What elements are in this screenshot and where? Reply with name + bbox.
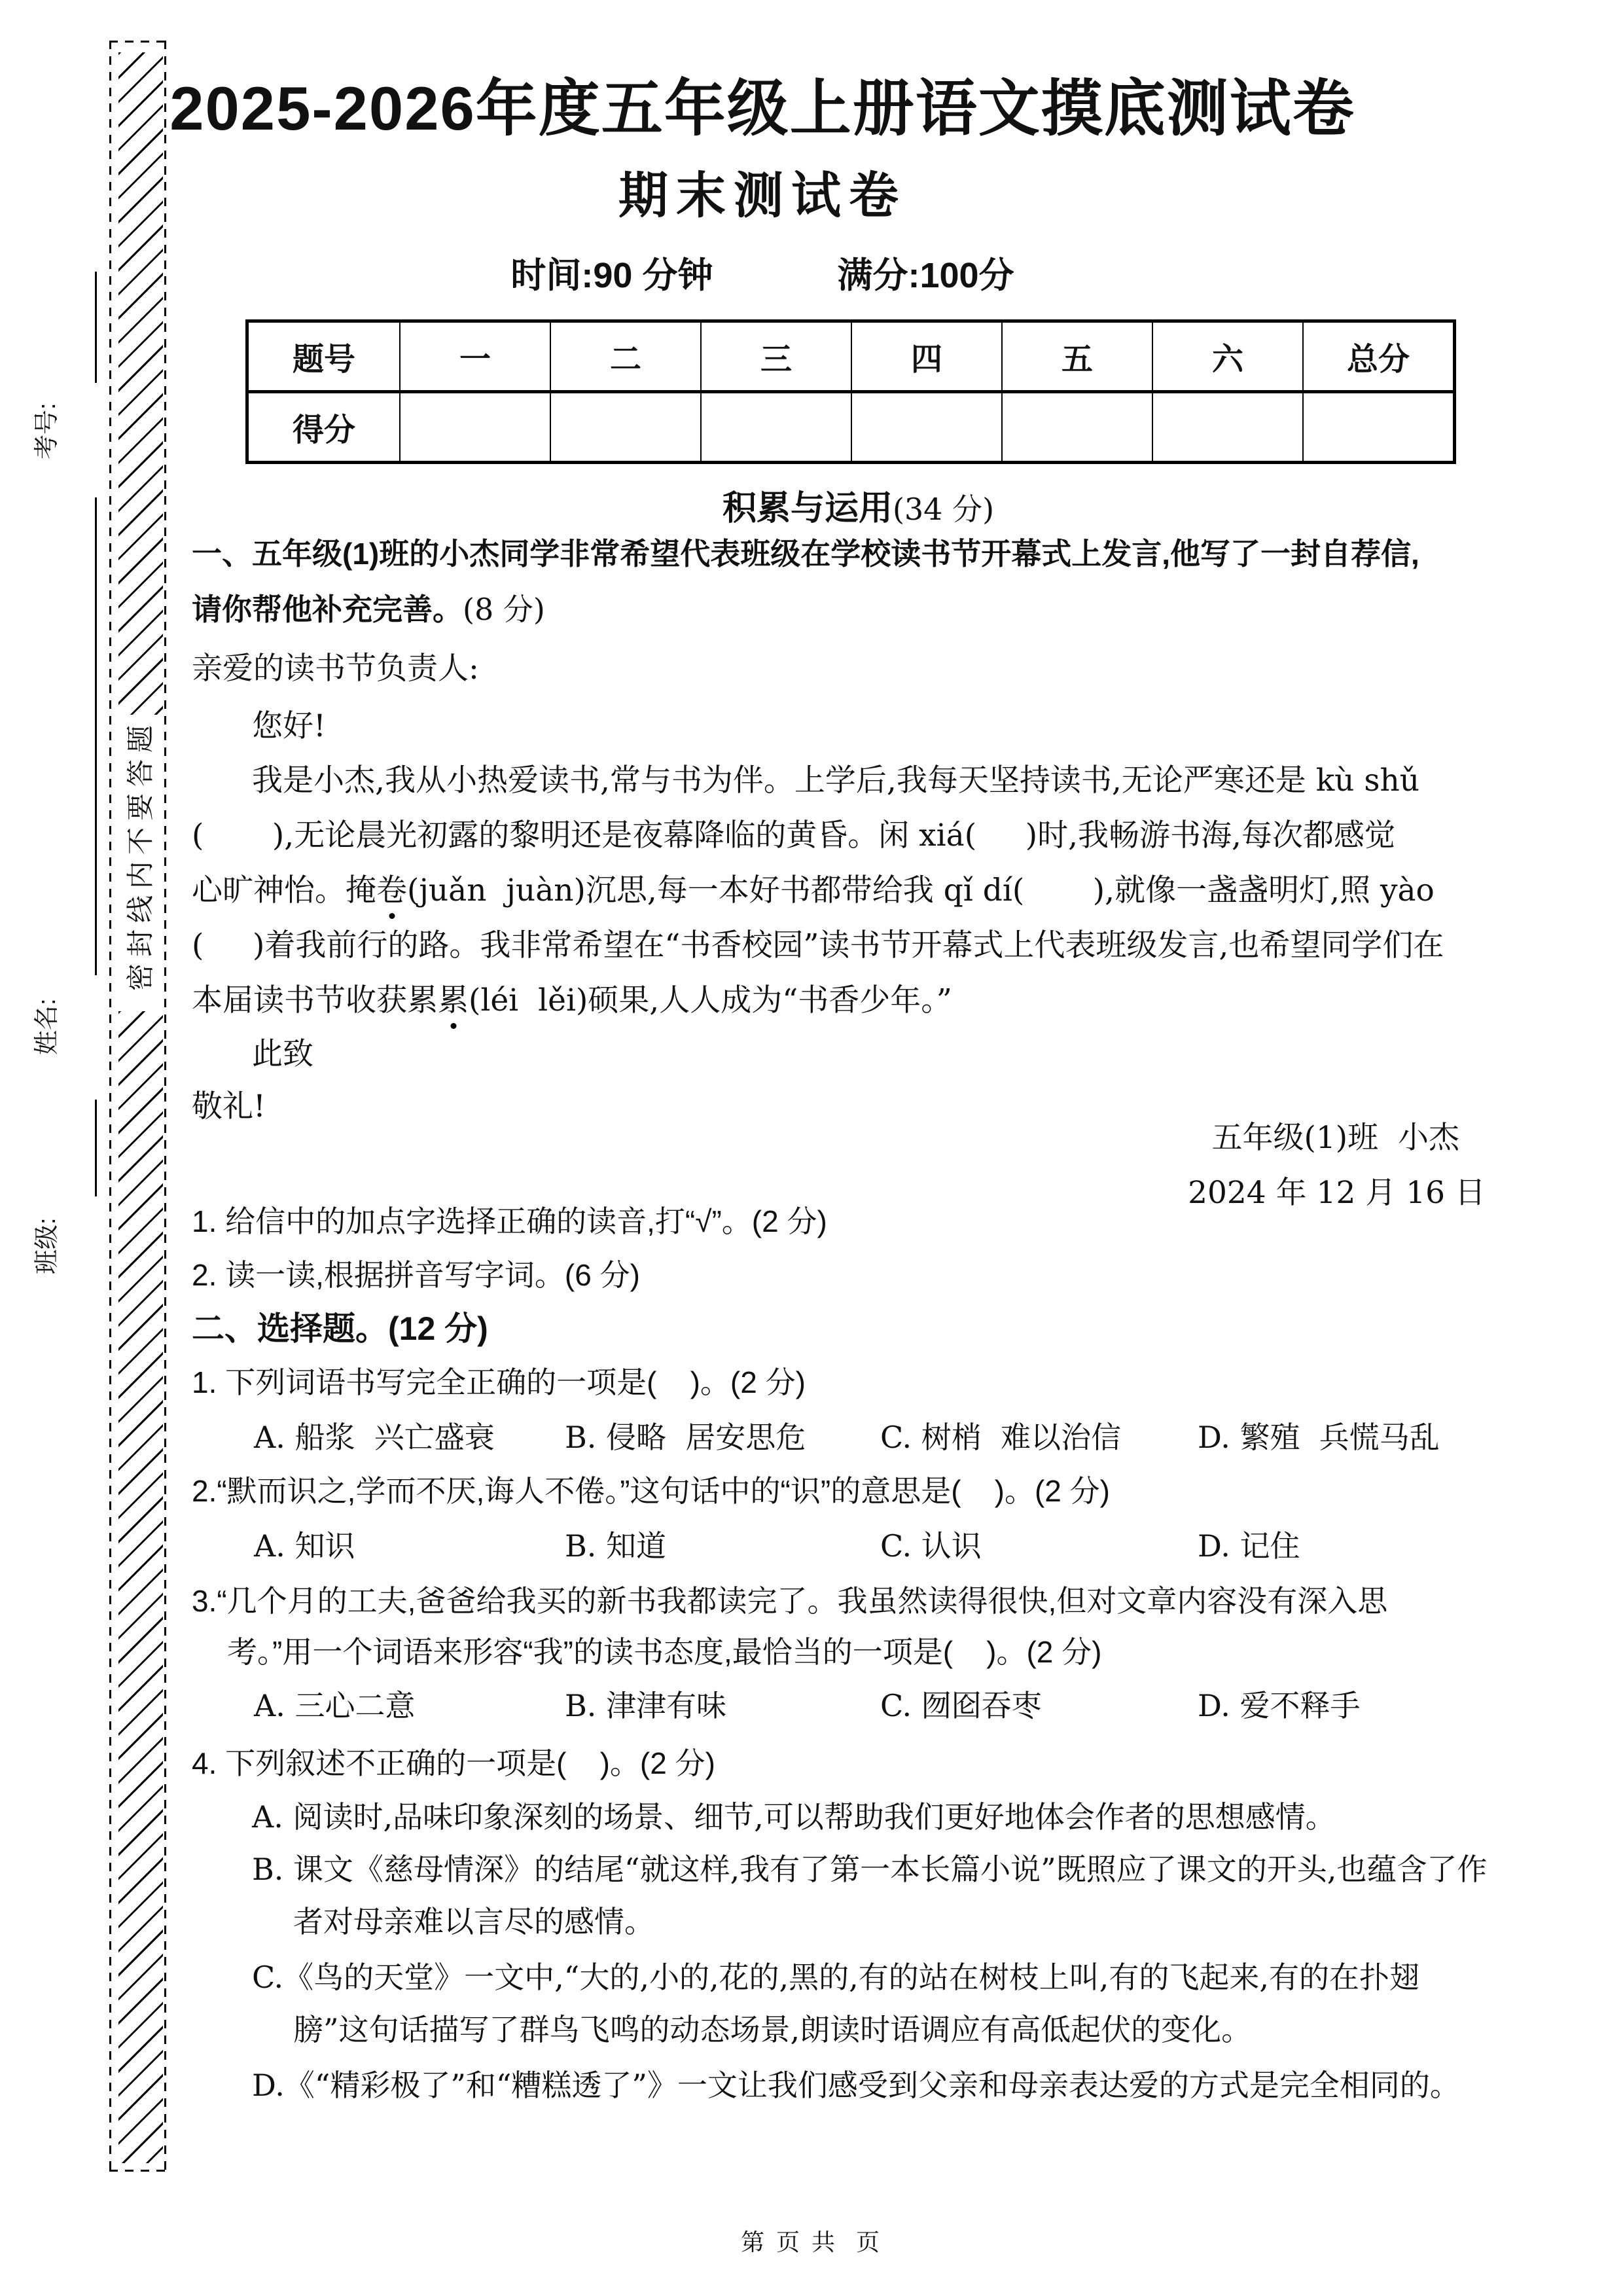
letter-line: 您好! — [252, 708, 326, 744]
letter-greeting: 亲爱的读书节负责人: — [192, 651, 479, 687]
score-table-header-cell: 一 — [399, 323, 550, 390]
score-table-header-cell: 六 — [1152, 323, 1302, 390]
option-d: D. 爱不释手 — [1198, 1688, 1361, 1723]
option-c: C. 囫囵吞枣 — [880, 1688, 1042, 1723]
option-b-line2: 者对母亲难以言尽的感情。 — [293, 1904, 654, 1939]
exam-number-label: 考号: — [33, 403, 61, 459]
letter-closing: 此致 — [252, 1036, 313, 1072]
seal-hatch-top — [118, 52, 163, 715]
score-cell-empty — [851, 390, 1001, 461]
option-row — [254, 1529, 1524, 1568]
option-c: C. 认识 — [880, 1528, 982, 1564]
score-table-header-cell: 五 — [1001, 323, 1152, 390]
score-table-header-cell: 三 — [700, 323, 851, 390]
score-cell-empty — [550, 390, 700, 461]
time-limit: 时间:90 分钟 — [510, 256, 713, 295]
option-a-line: A. 阅读时,品味印象深刻的场景、细节,可以帮助我们更好地体会作者的思想感情。 — [252, 1799, 1336, 1835]
seal-dashed-line-inner — [109, 41, 111, 2172]
score-row-label: 得分 — [249, 390, 399, 461]
letter-line: 本届读书节收获累累(léi lěi)硕果,人人成为“书香少年。” — [192, 982, 952, 1018]
question-stem-cont: 考。”用一个词语来形容“我”的读书态度,最恰当的一项是( )。(2 分) — [227, 1635, 1102, 1669]
score-cell-empty — [700, 390, 851, 461]
question-stem: 2.“默而识之,学而不厌,诲人不倦。”这句话中的“识”的意思是( )。(2 分) — [192, 1474, 1110, 1508]
section1-heading: 积累与运用(34 分) — [722, 490, 995, 528]
name-label: 姓名: — [33, 998, 61, 1055]
seal-dashed-top — [109, 41, 166, 43]
letter-line: 心旷神怡。掩卷(juǎn juàn)沉思,每一本好书都带给我 qǐ dí( ),就像一盏盏明灯,照 yào — [192, 872, 1435, 908]
q1-intro-line1: 一、五年级(1)班的小杰同学非常希望代表班级在学校读书节开幕式上发言,他写了一封自荐信, — [192, 537, 1419, 571]
exam-number-fill-line — [95, 272, 97, 383]
q1-intro-line2: 请你帮他补充完善。(8 分) — [192, 592, 545, 627]
option-c-line1: C.《鸟的天堂》一文中,“大的,小的,花的,黑的,有的站在树枝上叫,有的飞起来,有的在扑翅 — [252, 1960, 1420, 1995]
letter-salute: 敬礼! — [192, 1088, 266, 1124]
score-table — [245, 319, 1456, 464]
class-fill-line — [95, 1100, 97, 1196]
option-b: B. 津津有味 — [565, 1688, 727, 1723]
section2-heading: 二、选择题。(12 分) — [192, 1310, 488, 1347]
option-b: B. 知道 — [565, 1528, 667, 1564]
seal-hatch-bottom — [118, 1011, 163, 2163]
page-title: 2025-2026年度五年级上册语文摸底测试卷 — [169, 74, 1355, 143]
class-label: 班级: — [33, 1217, 61, 1274]
letter-signer: 五年级(1)班 小杰 — [1211, 1120, 1459, 1156]
page-number-footer: 第 页 共 页 — [740, 2229, 882, 2255]
subquestion-1: 1. 给信中的加点字选择正确的读音,打“√”。(2 分) — [192, 1204, 827, 1238]
letter-date: 2024 年 12 月 16 日 — [1188, 1175, 1486, 1211]
option-row — [254, 1689, 1524, 1728]
score-cell-empty — [1302, 390, 1453, 461]
emphasis-dot-char: 卷 — [376, 872, 407, 908]
option-c: C. 树梢 难以治信 — [880, 1420, 1122, 1455]
letter-line: ( ),无论晨光初露的黎明还是夜幕降临的黄昏。闲 xiá( )时,我畅游书海,每次都感觉 — [192, 817, 1395, 853]
score-table-header-cell: 四 — [851, 323, 1001, 390]
exam-meta-row — [98, 255, 1427, 296]
option-d: D. 记住 — [1198, 1528, 1300, 1564]
subquestion-2: 2. 读一读,根据拼音写字词。(6 分) — [192, 1258, 640, 1292]
question-stem: 4. 下列叙述不正确的一项是( )。(2 分) — [192, 1746, 715, 1780]
option-a: A. 知识 — [254, 1528, 355, 1564]
question-stem: 1. 下列词语书写完全正确的一项是( )。(2 分) — [192, 1365, 806, 1399]
question-stem: 3.“几个月的工夫,爸爸给我买的新书我都读完了。我虽然读得很快,但对文章内容没有深入思 — [192, 1584, 1388, 1618]
option-b: B. 侵略 居安思危 — [565, 1420, 806, 1455]
score-table-header-cell: 题号 — [292, 342, 355, 377]
full-score: 满分:100分 — [837, 256, 1014, 295]
option-row — [254, 1420, 1524, 1460]
seal-dashed-line-outer — [164, 41, 166, 2172]
score-cell-empty — [399, 390, 550, 461]
option-b-line1: B. 课文《慈母情深》的结尾“就这样,我有了第一本长篇小说”既照应了课文的开头,也蕴含了作 — [252, 1852, 1488, 1887]
option-c-line2: 膀”这句话描写了群鸟飞鸣的动态场景,朗读时语调应有高低起伏的变化。 — [293, 2012, 1252, 2047]
score-cell-empty — [1152, 390, 1302, 461]
emphasis-dot-char: 累 — [438, 982, 469, 1018]
name-fill-line — [95, 497, 97, 975]
option-d-line: D.《“精彩极了”和“糟糕透了”》一文让我们感受到父亲和母亲表达爱的方式是完全相同的。 — [252, 2068, 1460, 2103]
score-table-header-cell: 总分 — [1302, 323, 1453, 390]
option-a: A. 三心二意 — [254, 1688, 416, 1723]
score-table-header-cell: 二 — [550, 323, 700, 390]
letter-line: 我是小杰,我从小热爱读书,常与书为伴。上学后,我每天坚持读书,无论严寒还是 kù shǔ — [252, 762, 1420, 798]
score-cell-empty — [1001, 390, 1152, 461]
option-a: A. 船浆 兴亡盛衰 — [254, 1420, 495, 1455]
seal-dashed-bottom — [109, 2170, 166, 2172]
page-subtitle: 期末测试卷 — [618, 168, 906, 224]
seal-warning-text: 题 答 要 不 内 线 封 密 — [124, 725, 156, 992]
option-d: D. 繁殖 兵慌马乱 — [1198, 1420, 1440, 1455]
letter-line: ( )着我前行的路。我非常希望在“书香校园”读书节开幕式上代表班级发言,也希望同学们在 — [192, 927, 1444, 963]
